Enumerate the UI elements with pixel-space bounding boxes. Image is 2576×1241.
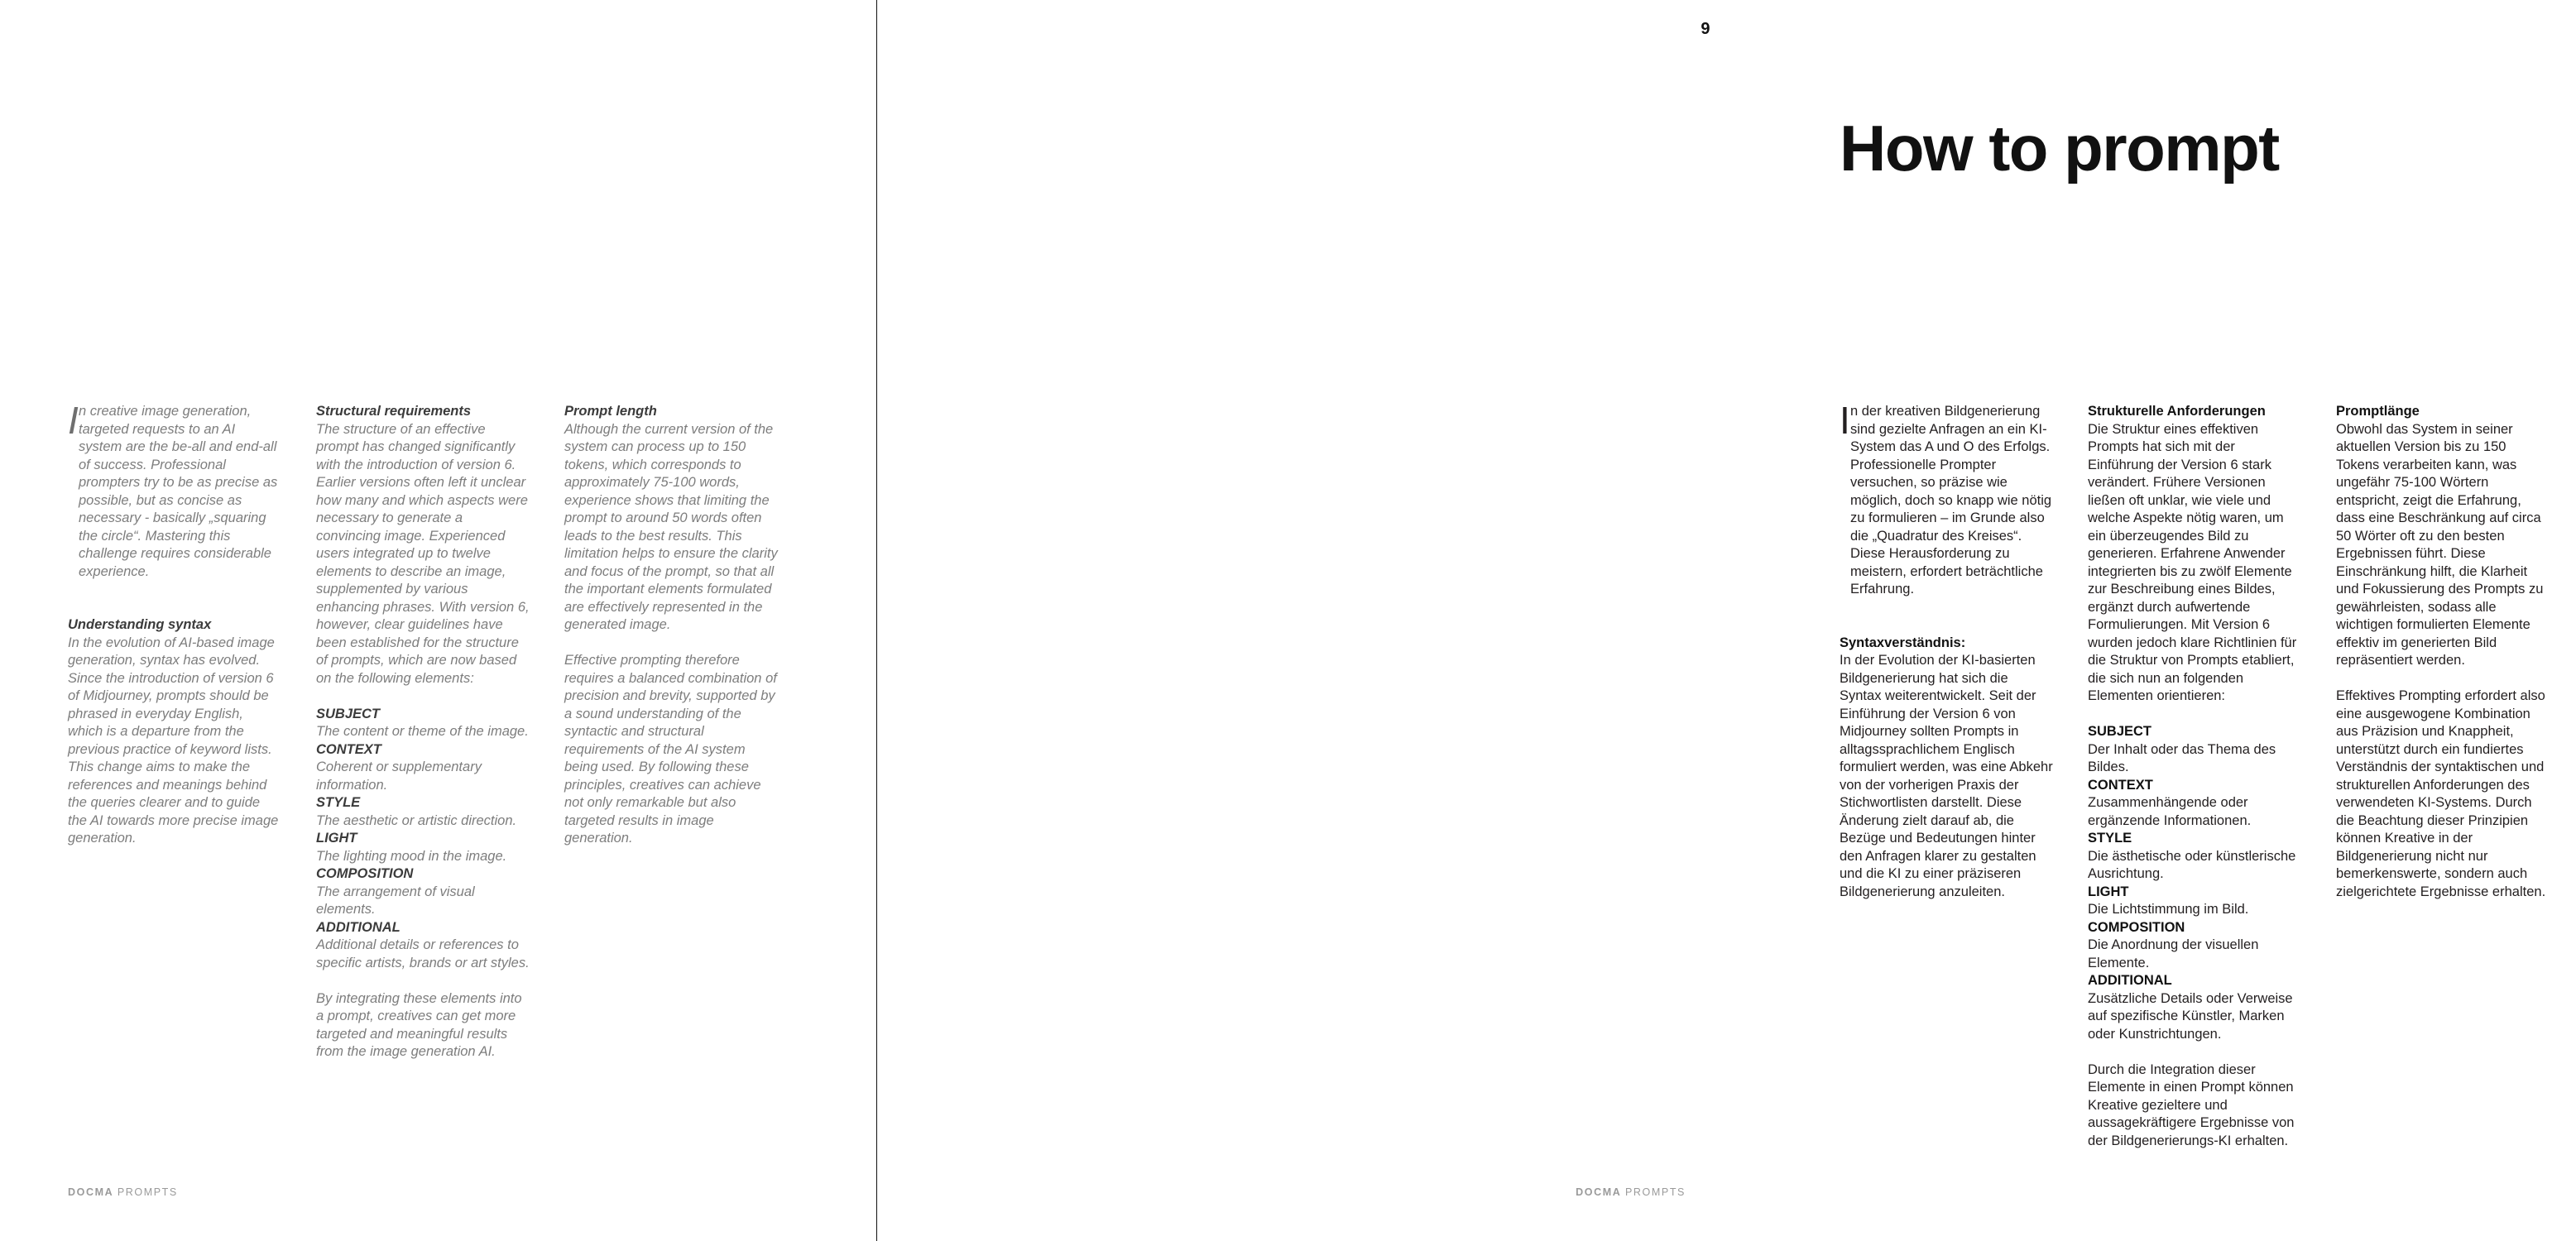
left-term-composition: COMPOSITION	[316, 866, 414, 881]
spacer	[564, 635, 778, 653]
left-prompt-length-para-2: Effective prompting therefore requires a balanced combination of precision and brevity, supported by a sound understanding of the syntactic and structural requirements of the AI system being used. By following these principles, creatives can achieve not only remarkable but also targeted results in image generation.	[564, 653, 777, 846]
left-term-light-desc: The lighting mood in the image.	[316, 848, 507, 864]
right-term-style-desc: Die ästhetische oder künstlerische Ausrichtung.	[2088, 848, 2296, 881]
right-intro-text: n der kreativen Bildgenerierung sind gezielte Anfragen an ein KI-System das A und O des Erfolgs. Professionelle Prompter versuchen, so präzise wie möglich, doch so knapp wie nötig zu formulieren – im Grunde also die „Quadratur des Kreises“. Diese Herausforderung zu meistern, erfordert beträchtliche Erfahrung.	[1850, 404, 2052, 597]
right-structural-closing: Durch die Integration dieser Elemente in einen Prompt können Kreative gezieltere und aussagekräftigere Ergebnisse von der Bildgenerierungs-KI erhalten.	[2088, 1061, 2295, 1148]
right-term-context: CONTEXT	[2088, 777, 2153, 793]
right-column-1	[1840, 399, 2053, 1150]
right-term-light-desc: Die Lichtstimmung im Bild.	[2088, 902, 2249, 917]
left-term-context-desc: Coherent or supplementary information.	[316, 759, 482, 793]
footer-right	[1576, 1186, 1686, 1198]
page-title: How to prompt	[1840, 112, 2279, 184]
left-heading-prompt-length: Prompt length	[564, 404, 657, 419]
left-heading-structural-requirements: Structural requirements	[316, 404, 472, 419]
left-intro-text: n creative image generation, targeted requests to an AI system are the be-all and end-all of success. Professional prompters try to be as precise as possible, but as concise as necessary - basically „squaring the circle“. Mastering this challenge requires considerable experience.	[79, 404, 278, 579]
left-term-subject: SUBJECT	[316, 706, 381, 721]
right-heading-syntaxverstaendnis: Syntaxverständnis:	[1840, 635, 1966, 650]
spacer	[68, 581, 281, 599]
right-term-style: STYLE	[2088, 831, 2132, 846]
right-intro-paragraph	[1840, 399, 2053, 599]
right-prompt-length-para-1: Obwohl das System in seiner aktuellen Version bis zu 150 Tokens verarbeiten kann, was ungefähr 75-100 Wörtern entspricht, zeigt die Erfahrung, dass eine Beschränkung auf circa 50 Wörter oft zu den besten Ergebnissen führt. Diese Einschränkung hilft, die Klarheit und Fokussierung des Prompts zu gewährleisten, sodass alle wichtigen formulierten Elemente effektiv im generierten Bild repräsentiert werden.	[2336, 421, 2544, 668]
right-page-columns	[1840, 399, 2576, 1150]
footer-brand: DOCMA	[68, 1186, 113, 1198]
left-structural-closing: By integrating these elements into a prompt, creatives can get more targeted and meaningful results from the image generation AI.	[316, 990, 522, 1059]
spacer	[68, 599, 281, 617]
spacer	[2336, 670, 2550, 688]
right-prompt-length-para-2: Effektives Prompting erfordert also eine ausgewogene Kombination aus Präzision und Knappheit, unterstützt durch ein fundiertes Verständnis der syntaktischen und strukturellen Anforderungen des verwendeten KI-Systems. Durch die Beachtung dieser Prinzipien können Kreative in der Bildgenerierung nicht nur bemerkenswerte, sondern auch zielgerichtete Ergebnisse erhalten.	[2336, 688, 2546, 899]
right-heading-strukturelle-anforderungen: Strukturelle Anforderungen	[2088, 404, 2266, 419]
left-column-1	[68, 399, 281, 1061]
left-column-3	[564, 403, 778, 1061]
right-dropcap: I	[1840, 399, 1850, 442]
right-term-composition-desc: Die Anordnung der visuellen Elemente.	[2088, 937, 2259, 970]
left-term-additional: ADDITIONAL	[316, 919, 401, 935]
footer-brand: DOCMA	[1576, 1186, 1621, 1198]
right-term-context-desc: Zusammenhängende oder ergänzende Informationen.	[2088, 795, 2252, 828]
left-term-subject-desc: The content or theme of the image.	[316, 724, 529, 739]
right-syntax-body: In der Evolution der KI-basierten Bildgenerierung hat sich die Syntax weiterentwickelt. Seit der Einführung der Version 6 von Midjourney sollten Prompts in alltagssprachlichem Englisch formuliert werden, was eine Abkehr von der vorherigen Praxis der Stichwortlisten darstellt. Diese Änderung zielt darauf ab, die Bezüge und Bedeutungen hinter den Anfragen klarer zu gestalten und die KI zu einer präziseren Bildgenerierung anzuleiten.	[1840, 653, 2053, 899]
spacer	[1840, 616, 2053, 635]
page-left	[0, 0, 877, 1241]
right-term-additional-desc: Zusätzliche Details oder Verweise auf spezifische Künstler, Marken oder Kunstrichtungen.	[2088, 990, 2293, 1042]
left-intro-paragraph	[68, 399, 281, 581]
right-term-subject-desc: Der Inhalt oder das Thema des Bildes.	[2088, 741, 2276, 774]
right-term-additional: ADDITIONAL	[2088, 973, 2172, 988]
left-term-composition-desc: The arrangement of visual elements.	[316, 884, 475, 917]
left-column-2	[316, 403, 530, 1061]
right-term-subject: SUBJECT	[2088, 724, 2152, 739]
left-structural-body: The structure of an effective prompt has changed significantly with the introduction of version 6. Earlier versions often left it unclear how many and which aspects were necessary to generate a convincing image. Experienced users integrated up to twelve elements to describe an image, supplemented by various enhancing phrases. With version 6, however, clear guidelines have been established for the structure of prompts, which are now based on the following elements:	[316, 421, 530, 686]
spacer	[316, 972, 530, 990]
left-term-style: STYLE	[316, 795, 361, 810]
right-term-light: LIGHT	[2088, 884, 2129, 899]
right-heading-promptlaenge: Promptlänge	[2336, 404, 2420, 419]
right-term-composition: COMPOSITION	[2088, 919, 2185, 935]
left-term-additional-desc: Additional details or references to specific artists, brands or art styles.	[316, 937, 530, 970]
footer-section: PROMPTS	[1624, 1186, 1686, 1198]
left-syntax-body: In the evolution of AI-based image generation, syntax has evolved. Since the introduction of version 6 of Midjourney, prompts should be phrased in everyday English, which is a departure from the previous practice of keyword lists. This change aims to make the references and meanings behind the queries clearer and to guide the AI towards more precise image generation.	[68, 635, 279, 846]
right-column-3	[2336, 403, 2550, 1150]
spacer	[2088, 1043, 2301, 1061]
spacer	[2088, 706, 2301, 724]
left-term-light: LIGHT	[316, 831, 357, 846]
right-structural-body: Die Struktur eines effektiven Prompts hat sich mit der Einführung der Version 6 stark verändert. Frühere Versionen ließen oft unklar, wie viele und welche Aspekte nötig waren, um ein überzeugendes Bild zu generieren. Erfahrene Anwender integrierten bis zu zwölf Elemente zur Beschreibung eines Bildes, ergänzt durch aufwertende Formulierungen. Mit Version 6 wurden jedoch klare Richtlinien für die Struktur von Prompts etabliert, die sich nun an folgenden Elementen orientieren:	[2088, 421, 2297, 703]
left-term-context: CONTEXT	[316, 741, 381, 757]
left-dropcap: I	[68, 399, 79, 442]
spacer	[1840, 599, 2053, 617]
left-term-style-desc: The aesthetic or artistic direction.	[316, 812, 517, 828]
page-number: 9	[1701, 20, 1710, 38]
left-heading-understanding-syntax: Understanding syntax	[68, 617, 212, 632]
footer-section: PROMPTS	[117, 1186, 178, 1198]
footer-left	[68, 1186, 178, 1198]
spacer	[316, 688, 530, 706]
right-column-2	[2088, 403, 2301, 1150]
left-prompt-length-para-1: Although the current version of the system can process up to 150 tokens, which corresponds to approximately 75-100 words, experience shows that limiting the prompt to around 50 words often leads to the best results. This limitation helps to ensure the clarity and focus of the prompt, so that all the important elements formulated are effectively represented in the generated image.	[564, 421, 778, 632]
page-right	[877, 0, 2546, 1241]
left-page-columns	[68, 399, 804, 1061]
